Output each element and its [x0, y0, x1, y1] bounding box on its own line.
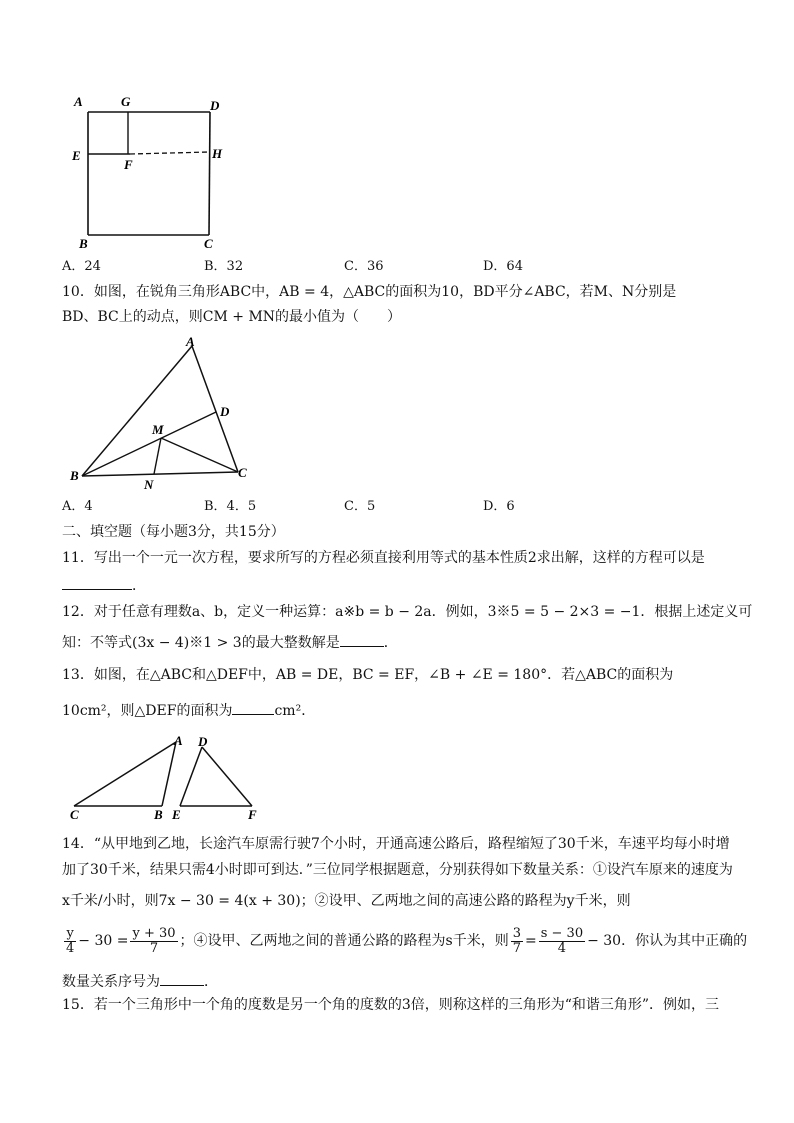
- label-a: A: [74, 94, 83, 109]
- q13-answer-blank[interactable]: [232, 700, 274, 715]
- label-f: F: [248, 807, 257, 822]
- label-e: E: [72, 148, 81, 163]
- label-c: C: [238, 465, 247, 480]
- fraction-y-over-4: $\frac{y}{4}$: [66, 925, 75, 956]
- label-c: C: [204, 236, 213, 251]
- label-e: E: [172, 807, 181, 822]
- q10-figure: [66, 334, 266, 494]
- section-heading: 二、填空题（每小题3分，共15分）: [62, 524, 285, 540]
- side-ed: [180, 747, 202, 806]
- rect-right-side: [209, 112, 210, 235]
- q14-line5-text: 数量关系序号为: [62, 974, 160, 990]
- q9-option-b: B．32: [204, 259, 244, 274]
- q14-line2: 加了30千米，结果只需4小时即可到达．”三位同学根据题意，分别获得如下数量关系：①设汽车原来的速度为: [62, 862, 733, 878]
- q12-period: ．: [383, 635, 398, 651]
- q13-line2-text: 10cm²，则△DEF的面积为: [62, 703, 233, 719]
- q14-period: ．: [204, 974, 218, 990]
- label-d: D: [210, 98, 220, 113]
- q10-option-c: C．5: [344, 499, 376, 514]
- segment-fh-dashed: [130, 152, 210, 154]
- label-n: N: [144, 477, 154, 492]
- segment-mn: [154, 438, 161, 474]
- label-b: B: [154, 807, 163, 822]
- q14-minus30: − 30 =: [78, 933, 129, 949]
- q14-line3: x千米/小时，则7x − 30 = 4(x + 30)；②设甲、乙两地之间的高速公路的路程为y千米，则: [62, 893, 631, 909]
- q14-line4: [62, 924, 747, 958]
- label-a: A: [174, 733, 183, 748]
- q13-line2: [62, 700, 315, 719]
- fraction-y30-over-7: $\frac{y + 30}{7}$: [132, 925, 176, 956]
- label-g: G: [121, 94, 131, 109]
- label-f: F: [124, 157, 133, 172]
- q9-option-d: D．64: [483, 259, 523, 274]
- label-d: D: [198, 734, 208, 749]
- q13-line1: 13．如图，在△ABC和△DEF中，AB = DE，BC = EF，∠B + ∠E = 180°．若△ABC的面积为: [62, 667, 674, 683]
- q9-option-c: C．36: [344, 259, 384, 274]
- q12-line2: [62, 632, 398, 651]
- q14-line5: [62, 971, 218, 990]
- q14-line1: 14．“从甲地到乙地，长途汽车原需行驶7个小时，开通高速公路后，路程缩短了30千米，车速平均每小时增: [62, 836, 730, 852]
- label-c: C: [70, 807, 79, 822]
- segment-bd: [82, 412, 216, 476]
- q14-line4-end: − 30．你认为其中正确的: [587, 933, 748, 949]
- q12-answer-blank[interactable]: [340, 632, 384, 647]
- side-ab: [162, 742, 176, 806]
- q13-unit: cm²．: [274, 703, 316, 719]
- q14-line4-mid: ；④设甲、乙两地之间的普通公路的路程为s千米，则: [179, 933, 509, 949]
- segment-cm: [161, 438, 238, 472]
- q13-figure: [62, 732, 272, 826]
- side-bc: [82, 472, 238, 476]
- q12-line2-text: 知：不等式(3x − 4)※1 > 3的最大整数解是: [62, 635, 340, 651]
- label-b: B: [70, 468, 79, 483]
- q9-option-a: A．24: [62, 259, 101, 274]
- fraction-3-over-7: $\frac{3}{7}$: [512, 925, 521, 956]
- q11-answer-blank[interactable]: [62, 575, 132, 590]
- q15-line1: 15．若一个三角形中一个角的度数是另一个角的度数的3倍，则称这样的三角形为“和谐三角形”．例如，三: [62, 997, 720, 1013]
- q9-figure: [68, 92, 238, 252]
- q11-line2: [62, 575, 146, 594]
- q10-line2: BD、BC上的动点，则CM + MN的最小值为（ ）: [62, 309, 402, 325]
- q14-answer-blank[interactable]: [160, 971, 204, 986]
- fraction-s30-over-4: $\frac{s - 30}{4}$: [540, 925, 584, 956]
- label-h: H: [212, 146, 223, 161]
- q10-option-b: B．4．5: [204, 499, 257, 514]
- label-d: D: [220, 404, 230, 419]
- side-ca: [74, 742, 176, 806]
- q10-option-d: D．6: [483, 499, 515, 514]
- q11-line1: 11．写出一个一元一次方程，要求所写的方程必须直接利用等式的基本性质2求出解，这样的方程可以是: [62, 550, 705, 566]
- side-ab: [82, 346, 192, 476]
- q10-option-a: A．4: [62, 499, 93, 514]
- side-df: [202, 747, 252, 806]
- label-a: A: [186, 334, 195, 349]
- side-ac: [192, 346, 238, 472]
- label-m: M: [152, 422, 164, 437]
- q14-eq: =: [524, 933, 537, 949]
- q11-period: ．: [132, 578, 146, 594]
- q12-line1: 12．对于任意有理数a、b，定义一种运算：a※b = b − 2a．例如，3※5 = 5 − 2×3 = −1．根据上述定义可: [62, 604, 753, 620]
- q10-line1: 10．如图，在锐角三角形ABC中，AB = 4，△ABC的面积为10，BD平分∠ABC，若M、N分别是: [62, 284, 677, 300]
- label-b: B: [79, 236, 88, 251]
